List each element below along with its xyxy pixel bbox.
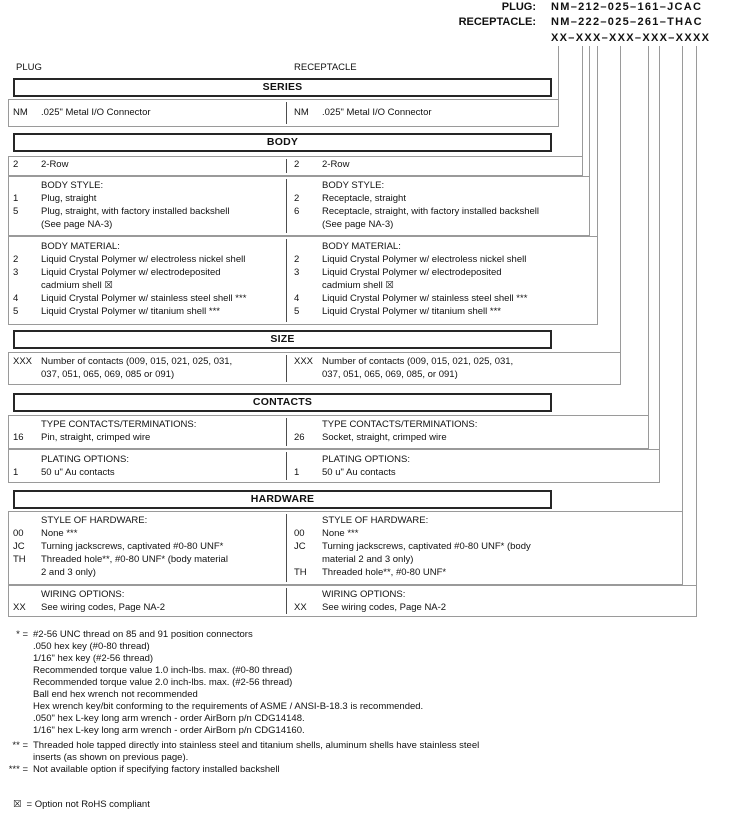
option-text: Pin, straight, crimped wire — [41, 431, 151, 443]
option-code: 6 — [294, 205, 300, 217]
option-code: 1 — [13, 192, 19, 204]
plug-part-number-label: PLUG: — [501, 1, 536, 13]
option-text: PLATING OPTIONS: — [322, 454, 410, 465]
option-text: 037, 051, 065, 069, 085 or 091) — [41, 368, 175, 380]
option-text: Liquid Crystal Polymer w/ electrodeposited — [322, 266, 502, 278]
option-code: 2 — [13, 159, 19, 170]
callout-line-hardware-style — [682, 46, 683, 511]
series-options-box — [8, 99, 559, 127]
option-text: Turning jackscrews, captivated #0-80 UNF* — [41, 540, 224, 552]
option-code: 2 — [294, 253, 300, 265]
rohs-note-text: = Option not RoHS compliant — [26, 799, 150, 810]
option-row — [294, 515, 531, 528]
option-row — [294, 293, 527, 306]
option-row — [294, 432, 477, 445]
option-row — [294, 267, 527, 280]
option-row — [13, 293, 246, 306]
option-row — [294, 419, 477, 432]
contacts-plating-box — [8, 449, 660, 483]
option-row — [13, 107, 151, 120]
footnote-marker — [4, 701, 28, 713]
option-row — [13, 589, 165, 602]
option-code: 26 — [294, 431, 305, 443]
option-row — [13, 554, 228, 567]
option-text: Liquid Crystal Polymer w/ titanium shell *** — [41, 305, 220, 317]
callout-line-size — [620, 46, 621, 352]
option-text: Liquid Crystal Polymer w/ titanium shell *** — [322, 305, 501, 317]
column-divider — [286, 418, 287, 446]
option-row — [13, 193, 230, 206]
footnote-text: 1/16" hex L-key long arm wrench - order AirBorn p/n CDG14160. — [33, 725, 305, 736]
receptacle-part-number-value: NM–222–025–261–THAC — [551, 16, 703, 28]
option-text: None *** — [322, 527, 359, 539]
column-divider — [286, 452, 287, 480]
footnote-text: 1/16" hex key (#2-56 thread) — [33, 653, 154, 664]
footnote-line — [4, 677, 479, 689]
option-code — [13, 369, 41, 382]
option-text: STYLE OF HARDWARE: — [322, 515, 429, 526]
option-row — [294, 241, 527, 254]
option-row — [294, 541, 531, 554]
option-text: material 2 and 3 only) — [322, 553, 414, 565]
rohs-note — [13, 799, 150, 811]
option-code: 4 — [294, 292, 300, 304]
option-text: 2-Row — [41, 159, 69, 170]
option-text: None *** — [41, 527, 78, 539]
option-code — [294, 180, 322, 193]
part-number-mask: XX–XXX–XXX–XXX–XXXX — [551, 32, 711, 44]
option-text: See wiring codes, Page NA-2 — [41, 601, 166, 613]
option-text: Liquid Crystal Polymer w/ stainless steel shell *** — [41, 292, 247, 304]
option-row — [13, 541, 228, 554]
footnote-text: Not available option if specifying factory installed backshell — [33, 764, 280, 775]
footnote-text: .050 hex key (#0-80 thread) — [33, 641, 150, 652]
option-row — [13, 432, 196, 445]
option-text: 2-Row — [322, 159, 350, 170]
option-code — [13, 567, 41, 580]
option-code: 3 — [294, 266, 300, 278]
option-text: BODY STYLE: — [41, 180, 104, 191]
footnote-line — [4, 653, 479, 665]
option-code — [294, 241, 322, 254]
option-text: Plug, straight, with factory installed backshell — [41, 205, 230, 217]
option-code — [13, 280, 41, 293]
option-text: cadmium shell ☒ — [322, 279, 394, 291]
option-row — [294, 180, 539, 193]
option-text: Turning jackscrews, captivated #0-80 UNF* (body — [322, 540, 531, 552]
option-row — [294, 602, 446, 615]
series-section-header: SERIES — [13, 78, 552, 97]
option-text: Receptacle, straight — [322, 192, 406, 204]
option-code: NM — [294, 107, 309, 118]
option-row — [294, 554, 531, 567]
option-code: 5 — [13, 305, 19, 317]
option-text: Socket, straight, crimped wire — [322, 431, 447, 443]
option-row — [294, 369, 513, 382]
option-code — [294, 219, 322, 232]
option-row — [13, 306, 246, 319]
option-row — [294, 193, 539, 206]
option-row — [13, 206, 230, 219]
option-code: 1 — [13, 466, 19, 478]
column-divider — [286, 514, 287, 582]
option-row — [13, 454, 129, 467]
option-row — [13, 602, 165, 615]
callout-line-wiring — [696, 46, 697, 585]
option-text: Liquid Crystal Polymer w/ electroless nickel shell — [41, 253, 246, 265]
footnotes — [4, 629, 479, 776]
contacts-section-header: CONTACTS — [13, 393, 552, 412]
option-code: XX — [13, 601, 26, 613]
option-text: STYLE OF HARDWARE: — [41, 515, 148, 526]
option-code: 5 — [13, 205, 19, 217]
option-text: TYPE CONTACTS/TERMINATIONS: — [322, 419, 478, 430]
option-code — [13, 515, 41, 528]
option-row — [13, 180, 230, 193]
option-code: 4 — [13, 292, 19, 304]
footnote-line — [4, 764, 479, 776]
option-code: NM — [13, 107, 28, 118]
footnote-text: .050" hex L-key long arm wrench - order AirBorn p/n CDG14148. — [33, 713, 305, 724]
option-code: 16 — [13, 431, 24, 443]
footnote-text: Threaded hole tapped directly into stainless steel and titanium shells, aluminum shells have stainless steel — [33, 740, 480, 751]
option-row — [294, 159, 349, 172]
option-code: XX — [294, 601, 307, 613]
body-style-box — [8, 176, 590, 236]
option-text: Liquid Crystal Polymer w/ electrodeposited — [41, 266, 221, 278]
option-code: 1 — [294, 466, 300, 478]
option-row — [13, 219, 230, 232]
footnote-marker — [4, 713, 28, 725]
option-text: BODY MATERIAL: — [322, 241, 401, 252]
option-text: Number of contacts (009, 015, 021, 025, 031, — [322, 356, 514, 367]
option-text: .025" Metal I/O Connector — [322, 107, 432, 118]
option-text: Plug, straight — [41, 192, 97, 204]
callout-line-plating — [659, 46, 660, 449]
option-code: JC — [13, 540, 25, 552]
plug-part-number-value: NM–212–025–161–JCAC — [551, 1, 703, 13]
footnote-text: #2-56 UNC thread on 85 and 91 position connectors — [33, 629, 253, 640]
option-row — [294, 219, 539, 232]
option-row — [294, 107, 432, 120]
size-section-header: SIZE — [13, 330, 552, 349]
option-row — [294, 528, 531, 541]
callout-line-body-style — [589, 46, 590, 176]
option-code: JC — [294, 540, 306, 552]
option-code — [294, 589, 322, 602]
option-text: Liquid Crystal Polymer w/ electroless nickel shell — [322, 253, 527, 265]
option-code — [13, 589, 41, 602]
column-divider — [286, 239, 287, 322]
option-code: 2 — [294, 192, 300, 204]
footnote-line — [4, 689, 479, 701]
footnote-line — [4, 629, 479, 641]
option-text: TYPE CONTACTS/TERMINATIONS: — [41, 419, 197, 430]
option-text: BODY MATERIAL: — [41, 241, 120, 252]
option-code: XXX — [13, 356, 33, 367]
footnote-line — [4, 641, 479, 653]
footnote-marker: *** = — [8, 764, 28, 775]
option-row — [13, 267, 246, 280]
callout-line-series — [558, 46, 559, 99]
option-row — [294, 254, 527, 267]
option-text: Liquid Crystal Polymer w/ stainless steel shell *** — [322, 292, 528, 304]
option-row — [13, 567, 228, 580]
receptacle-part-number-label: RECEPTACLE: — [458, 16, 536, 28]
size-options-box — [8, 352, 621, 385]
option-text: See wiring codes, Page NA-2 — [322, 601, 447, 613]
option-text: (See page NA-3) — [322, 218, 394, 230]
footnote-line — [4, 752, 479, 764]
footnote-marker — [4, 689, 28, 701]
callout-line-body-material — [597, 46, 598, 236]
option-code — [13, 419, 41, 432]
footnote-line — [4, 725, 479, 737]
plug-column-header: PLUG — [16, 62, 42, 73]
option-code: 00 — [13, 527, 24, 539]
option-row — [294, 280, 527, 293]
option-row — [13, 280, 246, 293]
callout-line-body-row — [582, 46, 583, 156]
option-text: BODY STYLE: — [322, 180, 385, 191]
body-material-box — [8, 236, 598, 325]
footnote-marker — [4, 677, 28, 689]
body-section-header: BODY — [13, 133, 552, 152]
option-row — [13, 369, 232, 382]
column-divider — [286, 159, 287, 173]
footnote-marker — [4, 752, 28, 764]
option-text: Threaded hole**, #0-80 UNF* — [322, 566, 447, 578]
option-code: 5 — [294, 305, 300, 317]
footnote-text: Recommended torque value 1.0 inch-lbs. max. (#0-80 thread) — [33, 665, 293, 676]
option-code: 3 — [13, 266, 19, 278]
footnote-text: inserts (as shown on previous page). — [33, 752, 189, 763]
option-row — [13, 467, 129, 480]
option-code — [294, 280, 322, 293]
option-text: PLATING OPTIONS: — [41, 454, 129, 465]
option-code — [294, 369, 322, 382]
option-row — [13, 159, 68, 172]
column-divider — [286, 588, 287, 614]
option-text: Number of contacts (009, 015, 021, 025, 031, — [41, 356, 233, 367]
option-row — [294, 589, 446, 602]
column-divider — [286, 355, 287, 382]
hardware-section-header: HARDWARE — [13, 490, 552, 509]
option-code — [13, 180, 41, 193]
option-text: WIRING OPTIONS: — [322, 589, 406, 600]
option-text: Receptacle, straight, with factory installed backshell — [322, 205, 540, 217]
option-row — [294, 356, 513, 369]
option-row — [13, 419, 196, 432]
callout-line-contacts-type — [648, 46, 649, 415]
footnote-marker — [4, 725, 28, 737]
option-code: TH — [294, 566, 307, 578]
option-row — [294, 454, 410, 467]
option-code — [13, 219, 41, 232]
contacts-type-box — [8, 415, 649, 449]
option-row — [13, 254, 246, 267]
option-text: 50 u" Au contacts — [322, 466, 396, 478]
footnote-line — [4, 713, 479, 725]
option-text: .025" Metal I/O Connector — [41, 107, 151, 118]
receptacle-column-header: RECEPTACLE — [294, 62, 357, 73]
option-text: cadmium shell ☒ — [41, 279, 113, 291]
option-code — [294, 515, 322, 528]
option-text: 037, 051, 065, 069, 085, or 091) — [322, 368, 458, 380]
column-divider — [286, 102, 287, 124]
checked-box-icon: ☒ — [13, 799, 22, 810]
footnote-text: Hex wrench key/bit conforming to the requirements of ASME / ANSI-B-18.3 is recommended. — [33, 701, 424, 712]
option-row — [13, 515, 228, 528]
footnote-text: Ball end hex wrench not recommended — [33, 689, 198, 700]
body-row-box — [8, 156, 583, 176]
column-divider — [286, 179, 287, 233]
option-row — [294, 306, 527, 319]
option-code — [294, 554, 322, 567]
option-code — [294, 454, 322, 467]
option-row — [294, 567, 531, 580]
option-row — [294, 467, 410, 480]
option-text: 50 u" Au contacts — [41, 466, 115, 478]
option-text: WIRING OPTIONS: — [41, 589, 125, 600]
option-code: 2 — [294, 159, 300, 170]
hardware-wiring-box — [8, 585, 697, 617]
footnote-marker — [4, 653, 28, 665]
footnote-text: Recommended torque value 2.0 inch-lbs. max. (#2-56 thread) — [33, 677, 293, 688]
footnote-line — [4, 665, 479, 677]
option-code — [13, 241, 41, 254]
option-code: 00 — [294, 527, 305, 539]
option-text: (See page NA-3) — [41, 218, 113, 230]
footnote-marker — [4, 665, 28, 677]
footnote-line — [4, 701, 479, 713]
footnote-line — [4, 740, 479, 752]
option-text: 2 and 3 only) — [41, 566, 96, 578]
option-text: Threaded hole**, #0-80 UNF* (body material — [41, 553, 228, 565]
option-code: 2 — [13, 253, 19, 265]
footnote-marker: * = — [16, 629, 28, 640]
footnote-marker — [4, 641, 28, 653]
option-code — [13, 454, 41, 467]
option-code: TH — [13, 553, 26, 565]
hardware-style-box — [8, 511, 683, 585]
option-code: XXX — [294, 356, 314, 367]
option-row — [13, 528, 228, 541]
option-row — [13, 241, 246, 254]
option-code — [294, 419, 322, 432]
footnote-marker: ** = — [12, 740, 28, 751]
option-row — [294, 206, 539, 219]
option-row — [13, 356, 232, 369]
